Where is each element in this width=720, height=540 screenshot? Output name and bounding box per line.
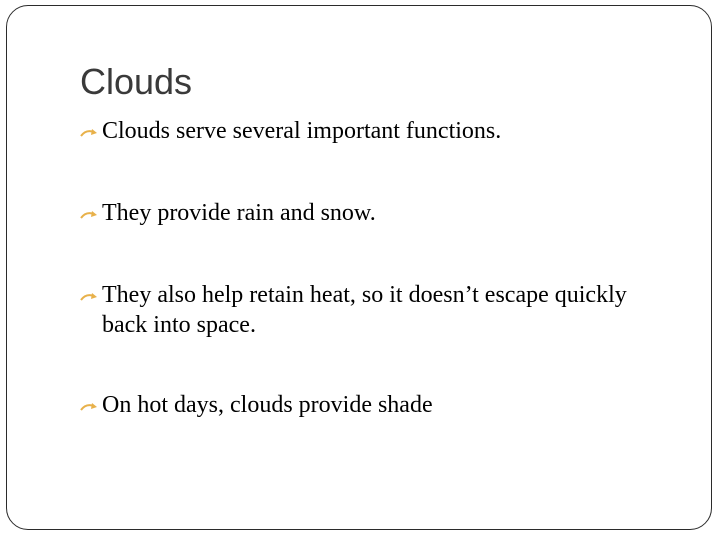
bullet-text: They provide rain and snow. xyxy=(102,200,376,226)
curved-arrow-bullet-icon xyxy=(80,402,98,412)
bullet-item xyxy=(80,198,660,228)
bullet-item xyxy=(80,280,660,340)
bullet-item xyxy=(80,390,660,420)
bullet-text: On hot days, clouds provide shade xyxy=(102,392,433,418)
bullet-item xyxy=(80,116,660,146)
bullet-text: Clouds serve several important functions. xyxy=(102,118,502,144)
curved-arrow-bullet-icon xyxy=(80,292,98,302)
slide-title: Clouds xyxy=(80,61,193,102)
curved-arrow-bullet-icon xyxy=(80,210,98,220)
bullet-text: They also help retain heat, so it doesn’t escape quickly back into space. xyxy=(102,282,627,338)
curved-arrow-bullet-icon xyxy=(80,128,98,138)
